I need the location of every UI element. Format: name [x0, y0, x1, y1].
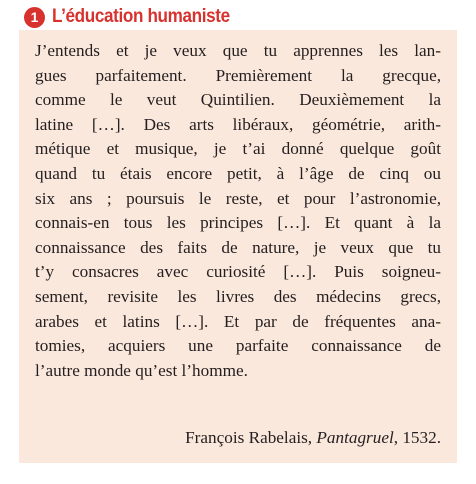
section-number-badge: 1 — [24, 7, 45, 28]
text-line: métique et musique, je t’ai donné quelque goût — [35, 139, 441, 159]
section-title: L’éducation humaniste — [52, 6, 230, 27]
text-line: t’y consacres avec curiosité […]. Puis soigneu- — [35, 262, 441, 282]
text-line: J’entends et je veux que tu apprennes les lan- — [35, 41, 441, 60]
text-line: arabes et latins […]. Et par de fréquentes ana- — [35, 311, 441, 331]
text-line: connaissance des faits de nature, je veux que tu — [35, 237, 441, 257]
text-line: quand tu étais encore petit, à l’âge de cinq ou — [35, 163, 441, 183]
excerpt-text — [35, 39, 441, 383]
text-line: gues parfaitement. Premièrement la grecque, — [35, 65, 441, 85]
text-line: latine […]. Des arts libéraux, géométrie, arith- — [35, 114, 441, 134]
source-year: , 1532. — [393, 428, 441, 447]
source-citation — [185, 428, 441, 448]
source-author: François Rabelais, — [185, 428, 313, 447]
source-work-title: Pantagruel — [316, 428, 394, 447]
text-line: comme le veut Quintilien. Deuxièmement la — [35, 90, 441, 110]
text-line: tomies, acquiers une parfaite connaissance de — [35, 336, 441, 356]
text-line: six ans ; poursuis le reste, et pour l’astronomie, — [35, 188, 441, 208]
section-header — [24, 4, 249, 30]
text-line: sement, revisite les livres des médecins grecs, — [35, 286, 441, 306]
text-line: connais-en tous les principes […]. Et quant à la — [35, 213, 441, 233]
text-line: l’autre monde qu’est l’homme. — [35, 360, 248, 380]
